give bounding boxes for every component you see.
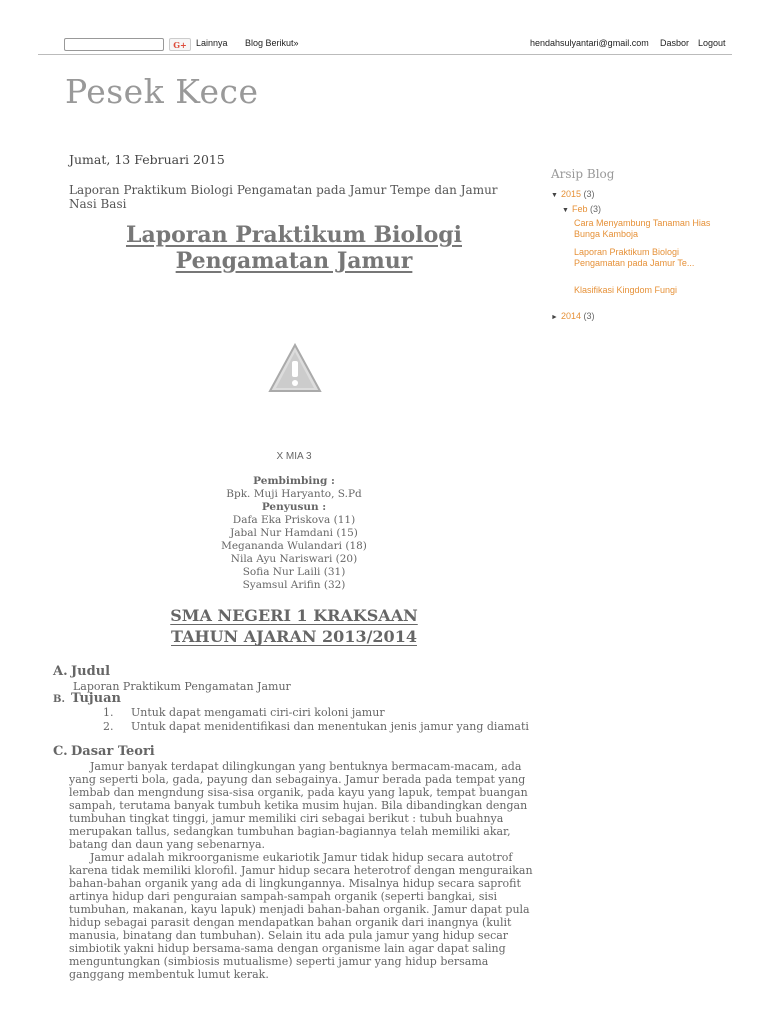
section-a-text: Laporan Praktikum Pengamatan Jamur bbox=[73, 680, 291, 693]
logout-link[interactable]: Logout bbox=[698, 38, 726, 48]
post-date: Jumat, 13 Februari 2015 bbox=[69, 152, 225, 167]
dashboard-link[interactable]: Dasbor bbox=[660, 38, 690, 48]
section-c-title: Dasar Teori bbox=[71, 744, 155, 759]
next-blog-link[interactable]: Blog Berikut» bbox=[245, 38, 299, 48]
archive-year-label[interactable]: 2014 bbox=[561, 311, 582, 321]
archive-post-link[interactable]: Klasifikasi Kingdom Fungi bbox=[574, 285, 678, 295]
list-item-number: 1. bbox=[103, 706, 114, 719]
post-title[interactable]: Laporan Praktikum Biologi Pengamatan pada Jamur Tempe dan Jamur Nasi Basi bbox=[69, 183, 498, 211]
user-email: hendahsulyantari@gmail.com bbox=[530, 38, 649, 48]
expand-triangle-icon[interactable]: ▼ bbox=[551, 192, 558, 199]
expand-triangle-icon[interactable]: ▼ bbox=[562, 207, 569, 214]
section-b-heading bbox=[53, 691, 121, 706]
paragraph-line: lembab dan mengndung sisa-sisa organik, pada kayu yang lapuk, tempat buangan bbox=[69, 786, 528, 799]
archive-post-link[interactable]: Laporan Praktikum Biologi Pengamatan pada Jamur Te... bbox=[574, 247, 695, 268]
paragraph-line: menguntungkan (simbiosis mutualisme) seperti jamur yang hidup bersama bbox=[69, 955, 489, 968]
paragraph-line: karena tidak memiliki klorofil. Jamur hidup secara heterotrof dengan menguraikan bbox=[69, 864, 533, 877]
list-item-number: 2. bbox=[103, 720, 114, 733]
blog-title[interactable]: Pesek Kece bbox=[65, 72, 259, 111]
document-title-line1: Laporan Praktikum Biologi bbox=[125, 222, 462, 248]
list-item: Untuk dapat mengamati ciri-ciri koloni jamur bbox=[131, 706, 385, 719]
search-input[interactable] bbox=[64, 38, 164, 51]
paragraph-line: Jamur adalah mikroorganisme eukariotik Jamur tidak hidup secara autotrof bbox=[69, 851, 513, 864]
archive-year-2014[interactable] bbox=[551, 311, 595, 321]
paragraph-dasar-teori-1 bbox=[69, 760, 528, 851]
school-year: TAHUN AJARAN 2013/2014 bbox=[171, 627, 417, 646]
section-a-title: Judul bbox=[71, 664, 111, 679]
navbar bbox=[0, 0, 768, 56]
section-c-marker: C. bbox=[53, 744, 68, 759]
archive-year-count: (3) bbox=[583, 311, 595, 321]
google-plus-button[interactable]: G+ bbox=[169, 38, 191, 51]
school-name: SMA NEGERI 1 KRAKSAAN bbox=[170, 606, 418, 625]
collapse-triangle-icon[interactable]: ► bbox=[551, 314, 558, 321]
paragraph-line: hidup sebagai parasit dengan mendapatkan bahan organik dari inangnya (kulit bbox=[69, 916, 512, 929]
archive-month-label[interactable]: Feb bbox=[572, 204, 588, 214]
document-title bbox=[70, 222, 518, 274]
section-b-title: Tujuan bbox=[71, 691, 121, 706]
school-heading bbox=[70, 605, 518, 647]
section-a-marker: A. bbox=[53, 664, 68, 679]
penyusun-label: Penyusun : bbox=[261, 501, 327, 513]
paragraph-line: merupakan tallus, sedangkan tumbuhan bagian-bagiannya telah memiliki akar, bbox=[69, 825, 511, 838]
archive-month-count: (3) bbox=[590, 204, 602, 214]
sidebar-archive-title: Arsip Blog bbox=[551, 167, 615, 181]
class-label: X MIA 3 bbox=[276, 451, 312, 462]
paragraph-line: tumbuhan, makanan, kayu lapuk) menjadi bahan-bahan organik. Jamur dapat pula bbox=[69, 903, 530, 916]
pembimbing-label: Pembimbing : bbox=[253, 475, 335, 487]
paragraph-dasar-teori-2 bbox=[69, 851, 533, 981]
paragraph-line: ganggang membentuk lumut kerak. bbox=[69, 968, 269, 981]
penyusun-item: Syamsul Arifin (32) bbox=[242, 579, 346, 591]
penyusun-item: Nila Ayu Nariswari (20) bbox=[230, 553, 358, 565]
penyusun-item: Dafa Eka Priskova (11) bbox=[232, 514, 356, 526]
archive-month-feb[interactable] bbox=[562, 204, 601, 214]
paragraph-line: Jamur banyak terdapat dilingkungan yang bentuknya bermacam-macam, ada bbox=[69, 760, 522, 773]
archive-post-link[interactable]: Cara Menyambung Tanaman Hias Bunga Kamboja bbox=[574, 218, 711, 239]
paragraph-line: sampah, terutama banyak tumbuh ketika musim hujan. Bila dibandingkan dengan bbox=[69, 799, 528, 812]
penyusun-item: Megananda Wulandari (18) bbox=[221, 540, 367, 552]
navbar-divider bbox=[38, 54, 732, 55]
pembimbing-name: Bpk. Muji Haryanto, S.Pd bbox=[226, 488, 362, 500]
authors-block bbox=[70, 475, 518, 592]
archive-year-label[interactable]: 2015 bbox=[561, 189, 582, 199]
penyusun-item: Jabal Nur Hamdani (15) bbox=[230, 527, 358, 539]
broken-image-warning-icon bbox=[268, 343, 322, 393]
paragraph-line: manusia, binatang dan tumbuhan). Selain itu ada pula jamur yang hidup secar bbox=[69, 929, 509, 942]
section-a-heading bbox=[53, 664, 110, 679]
paragraph-line: batang dan daun yang sebenarnya. bbox=[69, 838, 266, 851]
paragraph-line: bahan-bahan organik yang ada di lingkungannya. Misalnya hidup secara saprofit bbox=[69, 877, 521, 890]
penyusun-item: Sofia Nur Laili (31) bbox=[242, 566, 346, 578]
more-link[interactable]: Lainnya bbox=[196, 38, 228, 48]
paragraph-line: artinya hidup dari penguraian sampah-sampah organik (seperti bangkai, sisi bbox=[69, 890, 498, 903]
paragraph-line: tumbuhan tingkat tinggi, jamur memiliki ciri sebagai berikut : tubuh buahnya bbox=[69, 812, 504, 825]
list-item: Untuk dapat menidentifikasi dan menentukan jenis jamur yang diamati bbox=[131, 720, 529, 733]
archive-year-2015[interactable] bbox=[551, 189, 595, 199]
section-c-heading bbox=[53, 744, 155, 759]
section-b-marker: B. bbox=[53, 694, 65, 705]
archive-year-count: (3) bbox=[583, 189, 595, 199]
paragraph-line: simbiotik yakni hidup bersama-sama dengan organisme lain agar dapat saling bbox=[69, 942, 506, 955]
paragraph-line: yang seperti bola, gada, payung dan sebagainya. Jamur berada pada tempat yang bbox=[69, 773, 526, 786]
document-title-line2: Pengamatan Jamur bbox=[175, 248, 413, 274]
